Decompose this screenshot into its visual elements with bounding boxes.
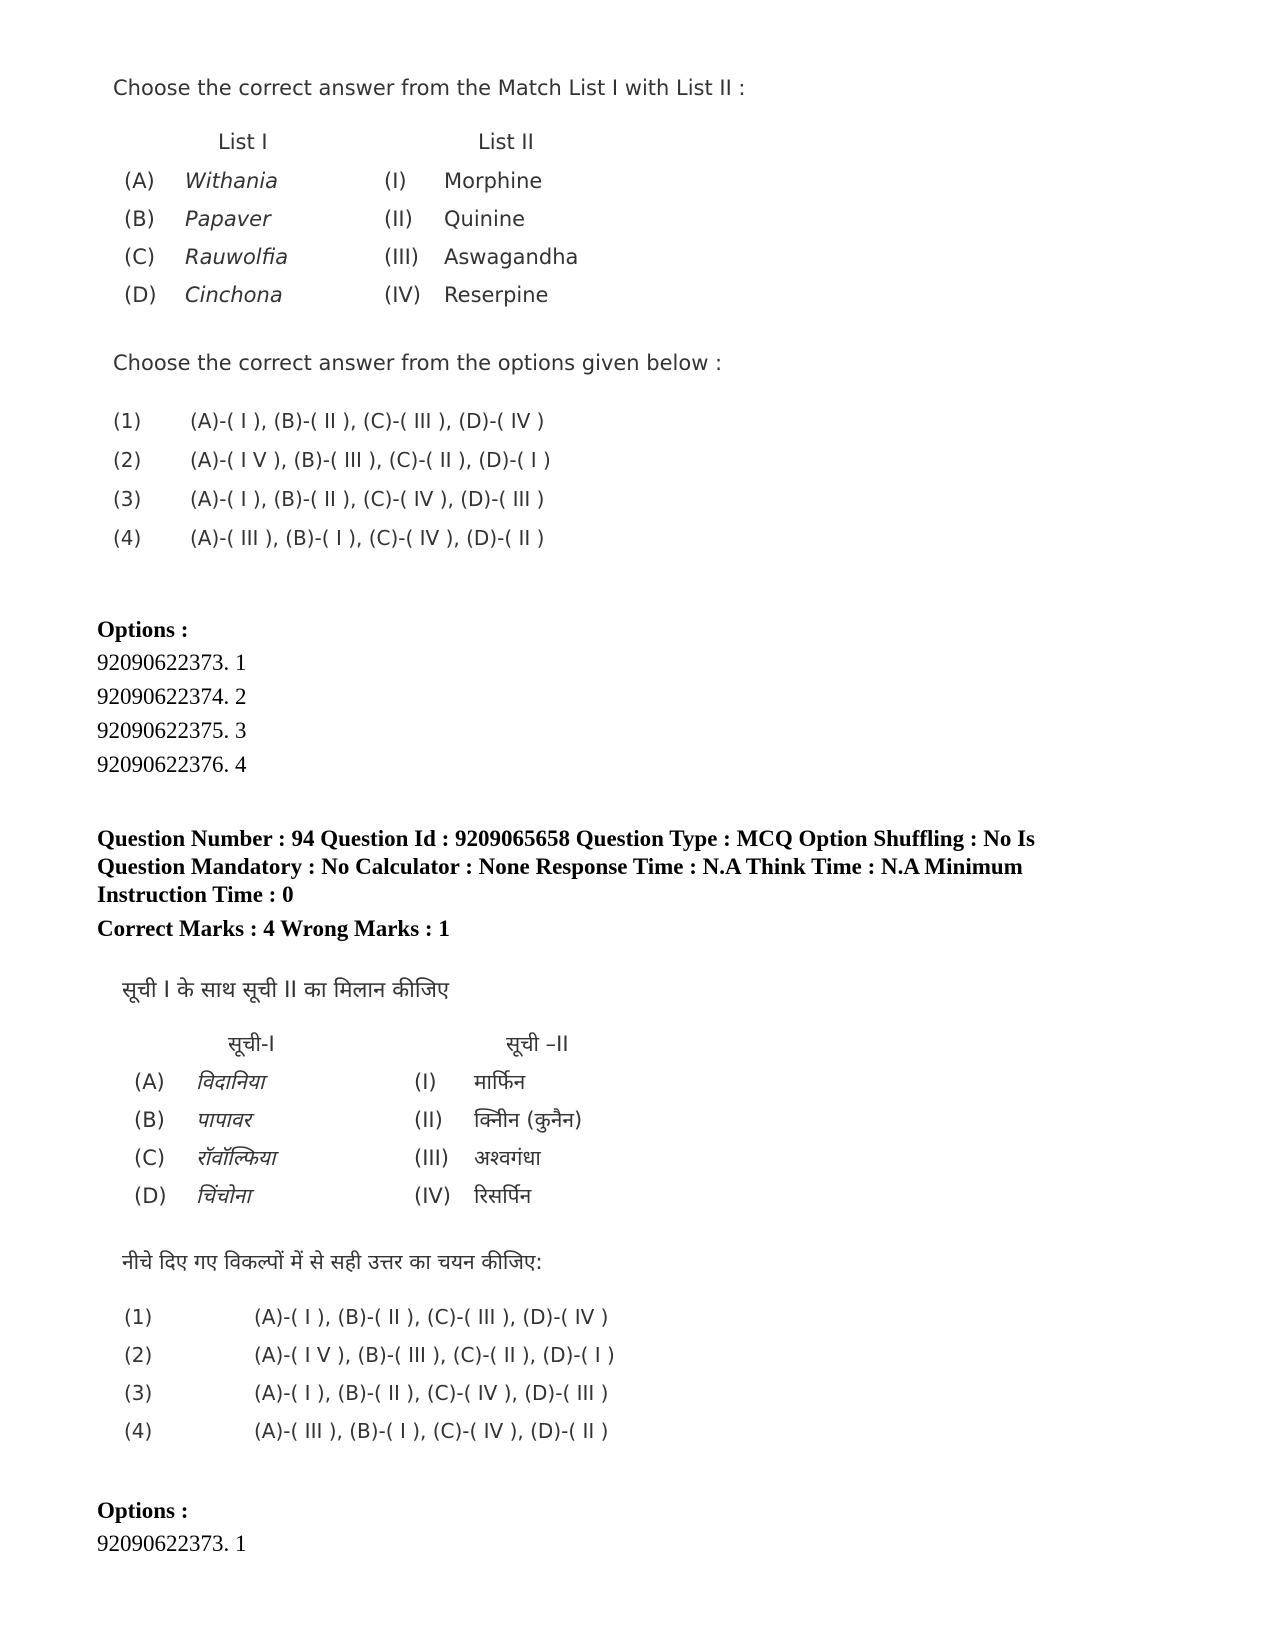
choice-number: (3)	[124, 1381, 153, 1405]
list2-item: अश्वगंधा	[474, 1146, 541, 1170]
list2-item: Aswagandha	[444, 245, 579, 269]
list2-code: (III)	[414, 1146, 449, 1170]
question-instruction-hi: सूची I के साथ सूची II का मिलान कीजिए	[122, 978, 450, 1003]
options-label: Options :	[97, 617, 189, 642]
list2-code: (II)	[384, 207, 413, 231]
choice-text: (A)-( I ), (B)-( II ), (C)-( IV ), (D)-( III )	[254, 1381, 609, 1405]
list1-item: रॉवॉल्फिया	[196, 1146, 276, 1170]
list1-code: (D)	[134, 1184, 167, 1208]
list2-item: रिसर्पिन	[474, 1184, 532, 1208]
option-item: 92090622374. 2	[97, 684, 247, 709]
option-item: 92090622373. 1	[97, 1531, 247, 1556]
choice-text: (A)-( I V ), (B)-( III ), (C)-( II ), (D)-( I )	[190, 448, 551, 472]
list1-code: (B)	[134, 1108, 165, 1132]
list1-code: (C)	[124, 245, 156, 269]
choice-number: (1)	[113, 409, 142, 433]
list1-item: Rauwolfia	[185, 245, 289, 269]
choice-text: (A)-( III ), (B)-( I ), (C)-( IV ), (D)-( II )	[190, 526, 545, 550]
list1-code: (A)	[134, 1070, 165, 1094]
question-instruction: Choose the correct answer from the Match List I with List II :	[113, 76, 746, 100]
list1-item: पापावर	[196, 1108, 251, 1132]
list2-code: (IV)	[384, 283, 421, 307]
list2-item: Morphine	[444, 169, 543, 193]
list1-header-hi: सूची-I	[228, 1032, 275, 1056]
list2-code: (III)	[384, 245, 419, 269]
list1-item: Cinchona	[185, 283, 283, 307]
choice-text: (A)-( III ), (B)-( I ), (C)-( IV ), (D)-( II )	[254, 1419, 609, 1443]
choice-text: (A)-( I V ), (B)-( III ), (C)-( II ), (D)-( I )	[254, 1343, 615, 1367]
choice-text: (A)-( I ), (B)-( II ), (C)-( IV ), (D)-( III )	[190, 487, 545, 511]
list2-header: List II	[478, 130, 534, 154]
options-label: Options :	[97, 1498, 189, 1523]
choice-text: (A)-( I ), (B)-( II ), (C)-( III ), (D)-( IV )	[190, 409, 545, 433]
list1-code: (A)	[124, 169, 155, 193]
choose-text-hi: नीचे दिए गए विकल्पों में से सही उत्तर का चयन कीजिए:	[122, 1250, 543, 1274]
list1-header: List I	[218, 130, 268, 154]
choose-text: Choose the correct answer from the options given below :	[113, 351, 723, 375]
option-item: 92090622376. 4	[97, 752, 247, 777]
list1-item: चिंचोना	[196, 1184, 251, 1208]
choice-number: (1)	[124, 1305, 153, 1329]
list2-code: (II)	[414, 1108, 443, 1132]
list1-item: Withania	[185, 169, 279, 193]
list2-code: (I)	[414, 1070, 437, 1094]
list2-header-hi: सूची –II	[506, 1032, 569, 1056]
list1-code: (C)	[134, 1146, 166, 1170]
list2-item: Quinine	[444, 207, 526, 231]
option-item: 92090622373. 1	[97, 650, 247, 675]
choice-number: (2)	[124, 1343, 153, 1367]
list1-item: Papaver	[185, 207, 271, 231]
list2-item: क्निीन (कुनैन)	[474, 1108, 583, 1132]
question-meta: Question Number : 94 Question Id : 9209065658 Question Type : MCQ Option Shuffling : No Is	[97, 826, 1036, 851]
list1-code: (D)	[124, 283, 157, 307]
list2-item: Reserpine	[444, 283, 549, 307]
choice-number: (2)	[113, 448, 142, 472]
option-item: 92090622375. 3	[97, 718, 247, 743]
list2-code: (I)	[384, 169, 407, 193]
choice-number: (3)	[113, 487, 142, 511]
choice-text: (A)-( I ), (B)-( II ), (C)-( III ), (D)-( IV )	[254, 1305, 609, 1329]
question-meta: Instruction Time : 0	[97, 882, 294, 907]
list2-code: (IV)	[414, 1184, 451, 1208]
choice-number: (4)	[113, 526, 142, 550]
choice-number: (4)	[124, 1419, 153, 1443]
marks-info: Correct Marks : 4 Wrong Marks : 1	[97, 916, 450, 941]
list1-item: विदानिया	[196, 1070, 265, 1094]
list2-item: मार्फिन	[474, 1070, 526, 1094]
question-meta: Question Mandatory : No Calculator : None Response Time : N.A Think Time : N.A Minimum	[97, 854, 1023, 879]
list1-code: (B)	[124, 207, 155, 231]
